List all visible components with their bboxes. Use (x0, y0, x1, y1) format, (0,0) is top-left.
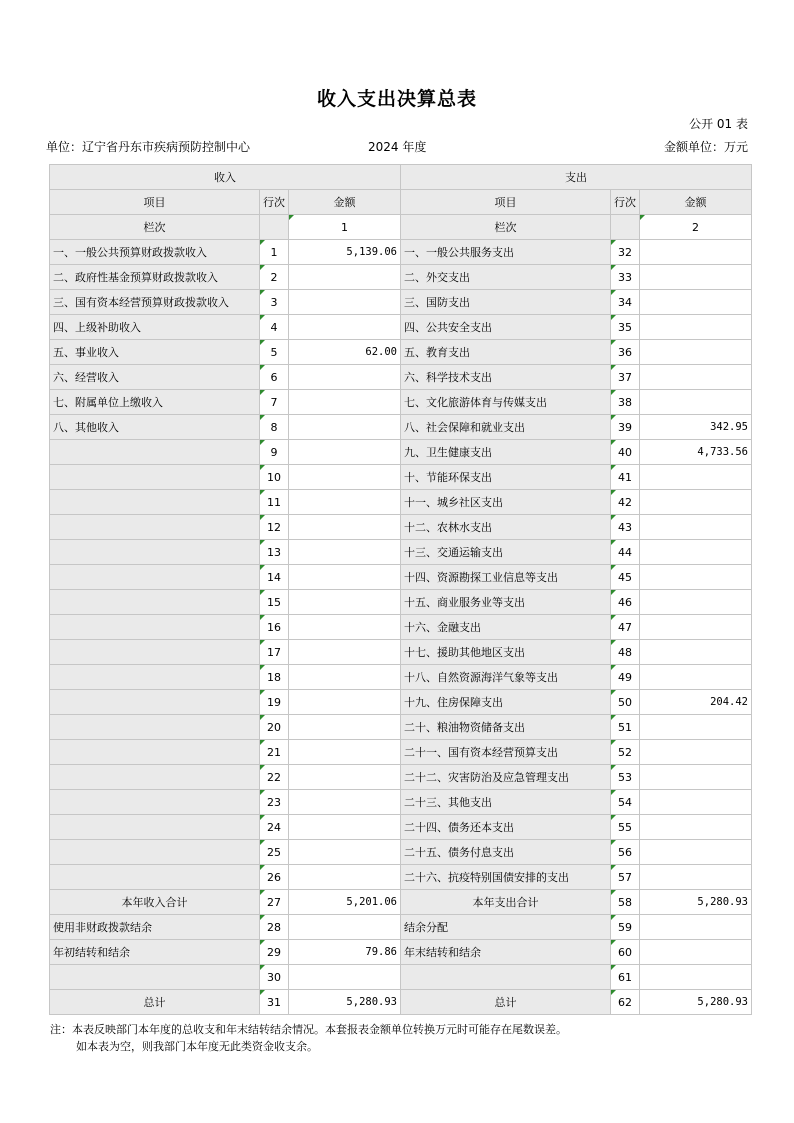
expense-item-cell: 六、科学技术支出 (401, 365, 611, 390)
table-row (50, 690, 752, 715)
expense-line-cell: 55 (611, 815, 640, 840)
income-line-cell: 19 (260, 690, 289, 715)
income-line-cell: 30 (260, 965, 289, 990)
expense-line-cell: 35 (611, 315, 640, 340)
income-amount-cell (289, 690, 401, 715)
income-item-cell: 六、经营收入 (50, 365, 260, 390)
income-line-cell: 8 (260, 415, 289, 440)
income-line-cell: 9 (260, 440, 289, 465)
expense-line-cell: 32 (611, 240, 640, 265)
expense-item-cell: 本年支出合计 (401, 890, 611, 915)
expense-line-cell: 45 (611, 565, 640, 590)
table-row (50, 665, 752, 690)
expense-line-cell: 52 (611, 740, 640, 765)
table-row (50, 515, 752, 540)
expense-amount-cell (640, 665, 752, 690)
income-amount-cell: 79.86 (289, 940, 401, 965)
income-line-cell: 10 (260, 465, 289, 490)
expense-item-cell: 十七、援助其他地区支出 (401, 640, 611, 665)
expense-item-cell: 十、节能环保支出 (401, 465, 611, 490)
income-item-cell (50, 615, 260, 640)
expense-item-cell: 总计 (401, 990, 611, 1015)
income-line-cell: 20 (260, 715, 289, 740)
income-line-cell: 2 (260, 265, 289, 290)
income-amount-cell (289, 415, 401, 440)
expense-amount-cell (640, 815, 752, 840)
expense-amount-cell (640, 540, 752, 565)
income-line-cell: 13 (260, 540, 289, 565)
income-amount-cell (289, 615, 401, 640)
income-item-cell (50, 590, 260, 615)
expense-amount-cell (640, 590, 752, 615)
expense-line-cell: 50 (611, 690, 640, 715)
table-row (50, 315, 752, 340)
footnote-1: 注：本表反映部门本年度的总收支和年末结转结余情况。本套报表金额单位转换万元时可能存在尾数误差。 (50, 1023, 567, 1036)
expense-line-cell: 56 (611, 840, 640, 865)
income-amount-cell (289, 265, 401, 290)
table-row (50, 340, 752, 365)
expense-column-number: 2 (640, 215, 752, 240)
income-amount-cell: 5,280.93 (289, 990, 401, 1015)
income-line-cell: 14 (260, 565, 289, 590)
table-row (50, 840, 752, 865)
expense-line-cell: 37 (611, 365, 640, 390)
table-row (50, 290, 752, 315)
income-amount-cell (289, 465, 401, 490)
expense-line-cell: 38 (611, 390, 640, 415)
expense-amount-cell (640, 490, 752, 515)
income-item-cell (50, 965, 260, 990)
expense-amount-cell (640, 740, 752, 765)
income-line-cell: 29 (260, 940, 289, 965)
expense-amount-cell (640, 865, 752, 890)
expense-line-cell: 41 (611, 465, 640, 490)
expense-item-cell: 四、公共安全支出 (401, 315, 611, 340)
income-item-cell: 五、事业收入 (50, 340, 260, 365)
table-row (50, 365, 752, 390)
expense-amount-cell (640, 790, 752, 815)
expense-line-cell: 61 (611, 965, 640, 990)
income-item-cell (50, 740, 260, 765)
expense-amount-cell: 204.42 (640, 690, 752, 715)
income-item-cell: 总计 (50, 990, 260, 1015)
expense-line-cell: 34 (611, 290, 640, 315)
expense-item-cell: 一、一般公共服务支出 (401, 240, 611, 265)
income-amount-cell (289, 965, 401, 990)
income-line-cell: 16 (260, 615, 289, 640)
income-line-cell: 31 (260, 990, 289, 1015)
income-line-cell: 17 (260, 640, 289, 665)
expense-line-cell: 39 (611, 415, 640, 440)
table-row (50, 965, 752, 990)
footnotes (50, 1021, 567, 1055)
table-row (50, 390, 752, 415)
income-item-cell (50, 715, 260, 740)
expense-item-cell: 三、国防支出 (401, 290, 611, 315)
income-amount-cell (289, 740, 401, 765)
income-line-cell: 18 (260, 665, 289, 690)
expense-line-cell: 44 (611, 540, 640, 565)
header-row-sections (50, 165, 752, 190)
income-item-cell: 二、政府性基金预算财政拨款收入 (50, 265, 260, 290)
income-line-cell: 22 (260, 765, 289, 790)
expense-item-cell: 二十一、国有资本经营预算支出 (401, 740, 611, 765)
expense-line-cell: 33 (611, 265, 640, 290)
expense-item-cell: 七、文化旅游体育与传媒支出 (401, 390, 611, 415)
expense-amount-cell (640, 390, 752, 415)
income-line-cell: 23 (260, 790, 289, 815)
income-item-cell (50, 790, 260, 815)
income-item-cell (50, 815, 260, 840)
expense-item-cell: 五、教育支出 (401, 340, 611, 365)
income-item-cell (50, 440, 260, 465)
footnote-2: 如本表为空，则我部门本年度无此类资金收支余。 (76, 1040, 318, 1053)
budget-summary-table (49, 164, 752, 1015)
table-row (50, 615, 752, 640)
expense-amount-header: 金额 (640, 190, 752, 215)
income-item-cell (50, 865, 260, 890)
table-row (50, 490, 752, 515)
header-row-column-numbers (50, 215, 752, 240)
income-amount-cell: 5,201.06 (289, 890, 401, 915)
expense-column-blank (611, 215, 640, 240)
income-item-cell: 八、其他收入 (50, 415, 260, 440)
expense-item-cell: 年末结转和结余 (401, 940, 611, 965)
table-row (50, 815, 752, 840)
expense-amount-cell (640, 340, 752, 365)
income-amount-cell (289, 365, 401, 390)
expense-column-label: 栏次 (401, 215, 611, 240)
income-line-cell: 4 (260, 315, 289, 340)
expense-item-cell: 八、社会保障和就业支出 (401, 415, 611, 440)
income-amount-cell (289, 540, 401, 565)
income-line-cell: 3 (260, 290, 289, 315)
income-amount-cell (289, 315, 401, 340)
expense-amount-cell: 5,280.93 (640, 990, 752, 1015)
expense-line-cell: 47 (611, 615, 640, 640)
expense-amount-cell (640, 515, 752, 540)
expense-amount-cell (640, 465, 752, 490)
income-column-number: 1 (289, 215, 401, 240)
expense-line-cell: 62 (611, 990, 640, 1015)
expense-item-header: 项目 (401, 190, 611, 215)
income-item-header: 项目 (50, 190, 260, 215)
expense-amount-cell (640, 940, 752, 965)
page-title: 收入支出决算总表 (316, 88, 477, 110)
table-row (50, 465, 752, 490)
expense-amount-cell: 5,280.93 (640, 890, 752, 915)
expense-item-cell: 结余分配 (401, 915, 611, 940)
income-line-cell: 12 (260, 515, 289, 540)
income-item-cell (50, 665, 260, 690)
reporting-unit: 单位：辽宁省丹东市疾病预防控制中心 (46, 140, 251, 154)
fiscal-year: 2024 年度 (368, 140, 427, 154)
income-line-cell: 28 (260, 915, 289, 940)
income-amount-cell: 62.00 (289, 340, 401, 365)
income-item-cell: 本年收入合计 (50, 890, 260, 915)
expense-amount-cell (640, 715, 752, 740)
table-row (50, 940, 752, 965)
income-line-cell: 11 (260, 490, 289, 515)
expense-section-header: 支出 (401, 165, 752, 190)
expense-amount-cell (640, 915, 752, 940)
expense-line-cell: 60 (611, 940, 640, 965)
expense-item-cell: 十一、城乡社区支出 (401, 490, 611, 515)
expense-item-cell: 二十四、债务还本支出 (401, 815, 611, 840)
expense-item-cell: 九、卫生健康支出 (401, 440, 611, 465)
income-column-blank (260, 215, 289, 240)
income-amount-cell (289, 790, 401, 815)
expense-line-cell: 54 (611, 790, 640, 815)
expense-item-cell: 十九、住房保障支出 (401, 690, 611, 715)
income-amount-cell (289, 715, 401, 740)
income-item-cell (50, 540, 260, 565)
income-item-cell (50, 640, 260, 665)
income-item-cell: 三、国有资本经营预算财政拨款收入 (50, 290, 260, 315)
expense-line-cell: 58 (611, 890, 640, 915)
income-amount-cell (289, 865, 401, 890)
income-column-label: 栏次 (50, 215, 260, 240)
expense-amount-cell (640, 365, 752, 390)
income-item-cell (50, 840, 260, 865)
income-item-cell (50, 465, 260, 490)
income-item-cell: 七、附属单位上缴收入 (50, 390, 260, 415)
income-item-cell: 一、一般公共预算财政拨款收入 (50, 240, 260, 265)
income-line-cell: 5 (260, 340, 289, 365)
income-amount-cell (289, 815, 401, 840)
income-amount-cell (289, 640, 401, 665)
expense-line-cell: 43 (611, 515, 640, 540)
expense-amount-cell: 342.95 (640, 415, 752, 440)
header-row-columns (50, 190, 752, 215)
expense-line-header: 行次 (611, 190, 640, 215)
income-amount-cell (289, 515, 401, 540)
income-line-cell: 24 (260, 815, 289, 840)
expense-item-cell: 二十六、抗疫特别国债安排的支出 (401, 865, 611, 890)
table-row (50, 790, 752, 815)
income-line-cell: 25 (260, 840, 289, 865)
expense-amount-cell (640, 615, 752, 640)
table-row (50, 540, 752, 565)
table-row (50, 765, 752, 790)
expense-amount-cell (640, 965, 752, 990)
income-amount-cell (289, 390, 401, 415)
expense-line-cell: 48 (611, 640, 640, 665)
expense-amount-cell (640, 640, 752, 665)
expense-amount-cell (640, 265, 752, 290)
expense-line-cell: 53 (611, 765, 640, 790)
table-row (50, 740, 752, 765)
table-row (50, 565, 752, 590)
money-unit: 金额单位：万元 (663, 140, 748, 154)
income-section-header: 收入 (50, 165, 401, 190)
income-item-cell: 四、上级补助收入 (50, 315, 260, 340)
income-amount-header: 金额 (289, 190, 401, 215)
income-amount-cell (289, 290, 401, 315)
expense-item-cell: 十三、交通运输支出 (401, 540, 611, 565)
income-item-cell (50, 565, 260, 590)
expense-amount-cell (640, 840, 752, 865)
income-line-header: 行次 (260, 190, 289, 215)
income-amount-cell (289, 590, 401, 615)
expense-amount-cell (640, 565, 752, 590)
expense-item-cell: 二十二、灾害防治及应急管理支出 (401, 765, 611, 790)
income-line-cell: 27 (260, 890, 289, 915)
income-line-cell: 15 (260, 590, 289, 615)
table-row (50, 865, 752, 890)
expense-amount-cell (640, 240, 752, 265)
income-item-cell (50, 490, 260, 515)
expense-item-cell: 十二、农林水支出 (401, 515, 611, 540)
income-amount-cell (289, 840, 401, 865)
income-line-cell: 26 (260, 865, 289, 890)
table-row (50, 415, 752, 440)
expense-line-cell: 36 (611, 340, 640, 365)
income-item-cell (50, 690, 260, 715)
income-amount-cell (289, 915, 401, 940)
table-row (50, 990, 752, 1015)
expense-item-cell: 十四、资源勘探工业信息等支出 (401, 565, 611, 590)
expense-line-cell: 59 (611, 915, 640, 940)
expense-line-cell: 40 (611, 440, 640, 465)
expense-item-cell: 十五、商业服务业等支出 (401, 590, 611, 615)
table-row (50, 890, 752, 915)
income-item-cell: 年初结转和结余 (50, 940, 260, 965)
income-line-cell: 7 (260, 390, 289, 415)
expense-item-cell: 二十三、其他支出 (401, 790, 611, 815)
income-amount-cell (289, 665, 401, 690)
expense-item-cell: 十六、金融支出 (401, 615, 611, 640)
expense-amount-cell (640, 765, 752, 790)
table-row (50, 640, 752, 665)
table-row (50, 915, 752, 940)
table-row (50, 440, 752, 465)
expense-line-cell: 51 (611, 715, 640, 740)
expense-item-cell: 二十五、债务付息支出 (401, 840, 611, 865)
income-item-cell (50, 765, 260, 790)
expense-item-cell: 二、外交支出 (401, 265, 611, 290)
table-row (50, 240, 752, 265)
income-line-cell: 1 (260, 240, 289, 265)
expense-amount-cell (640, 290, 752, 315)
expense-item-cell: 十八、自然资源海洋气象等支出 (401, 665, 611, 690)
table-row (50, 590, 752, 615)
expense-amount-cell: 4,733.56 (640, 440, 752, 465)
income-amount-cell: 5,139.06 (289, 240, 401, 265)
expense-item-cell: 二十、粮油物资储备支出 (401, 715, 611, 740)
table-row (50, 265, 752, 290)
expense-line-cell: 46 (611, 590, 640, 615)
income-item-cell: 使用非财政拨款结余 (50, 915, 260, 940)
expense-item-cell (401, 965, 611, 990)
form-number: 公开 01 表 (689, 117, 748, 131)
expense-amount-cell (640, 315, 752, 340)
income-amount-cell (289, 565, 401, 590)
expense-line-cell: 57 (611, 865, 640, 890)
income-amount-cell (289, 765, 401, 790)
income-amount-cell (289, 490, 401, 515)
expense-line-cell: 42 (611, 490, 640, 515)
income-item-cell (50, 515, 260, 540)
income-amount-cell (289, 440, 401, 465)
income-line-cell: 6 (260, 365, 289, 390)
income-line-cell: 21 (260, 740, 289, 765)
expense-line-cell: 49 (611, 665, 640, 690)
table-row (50, 715, 752, 740)
